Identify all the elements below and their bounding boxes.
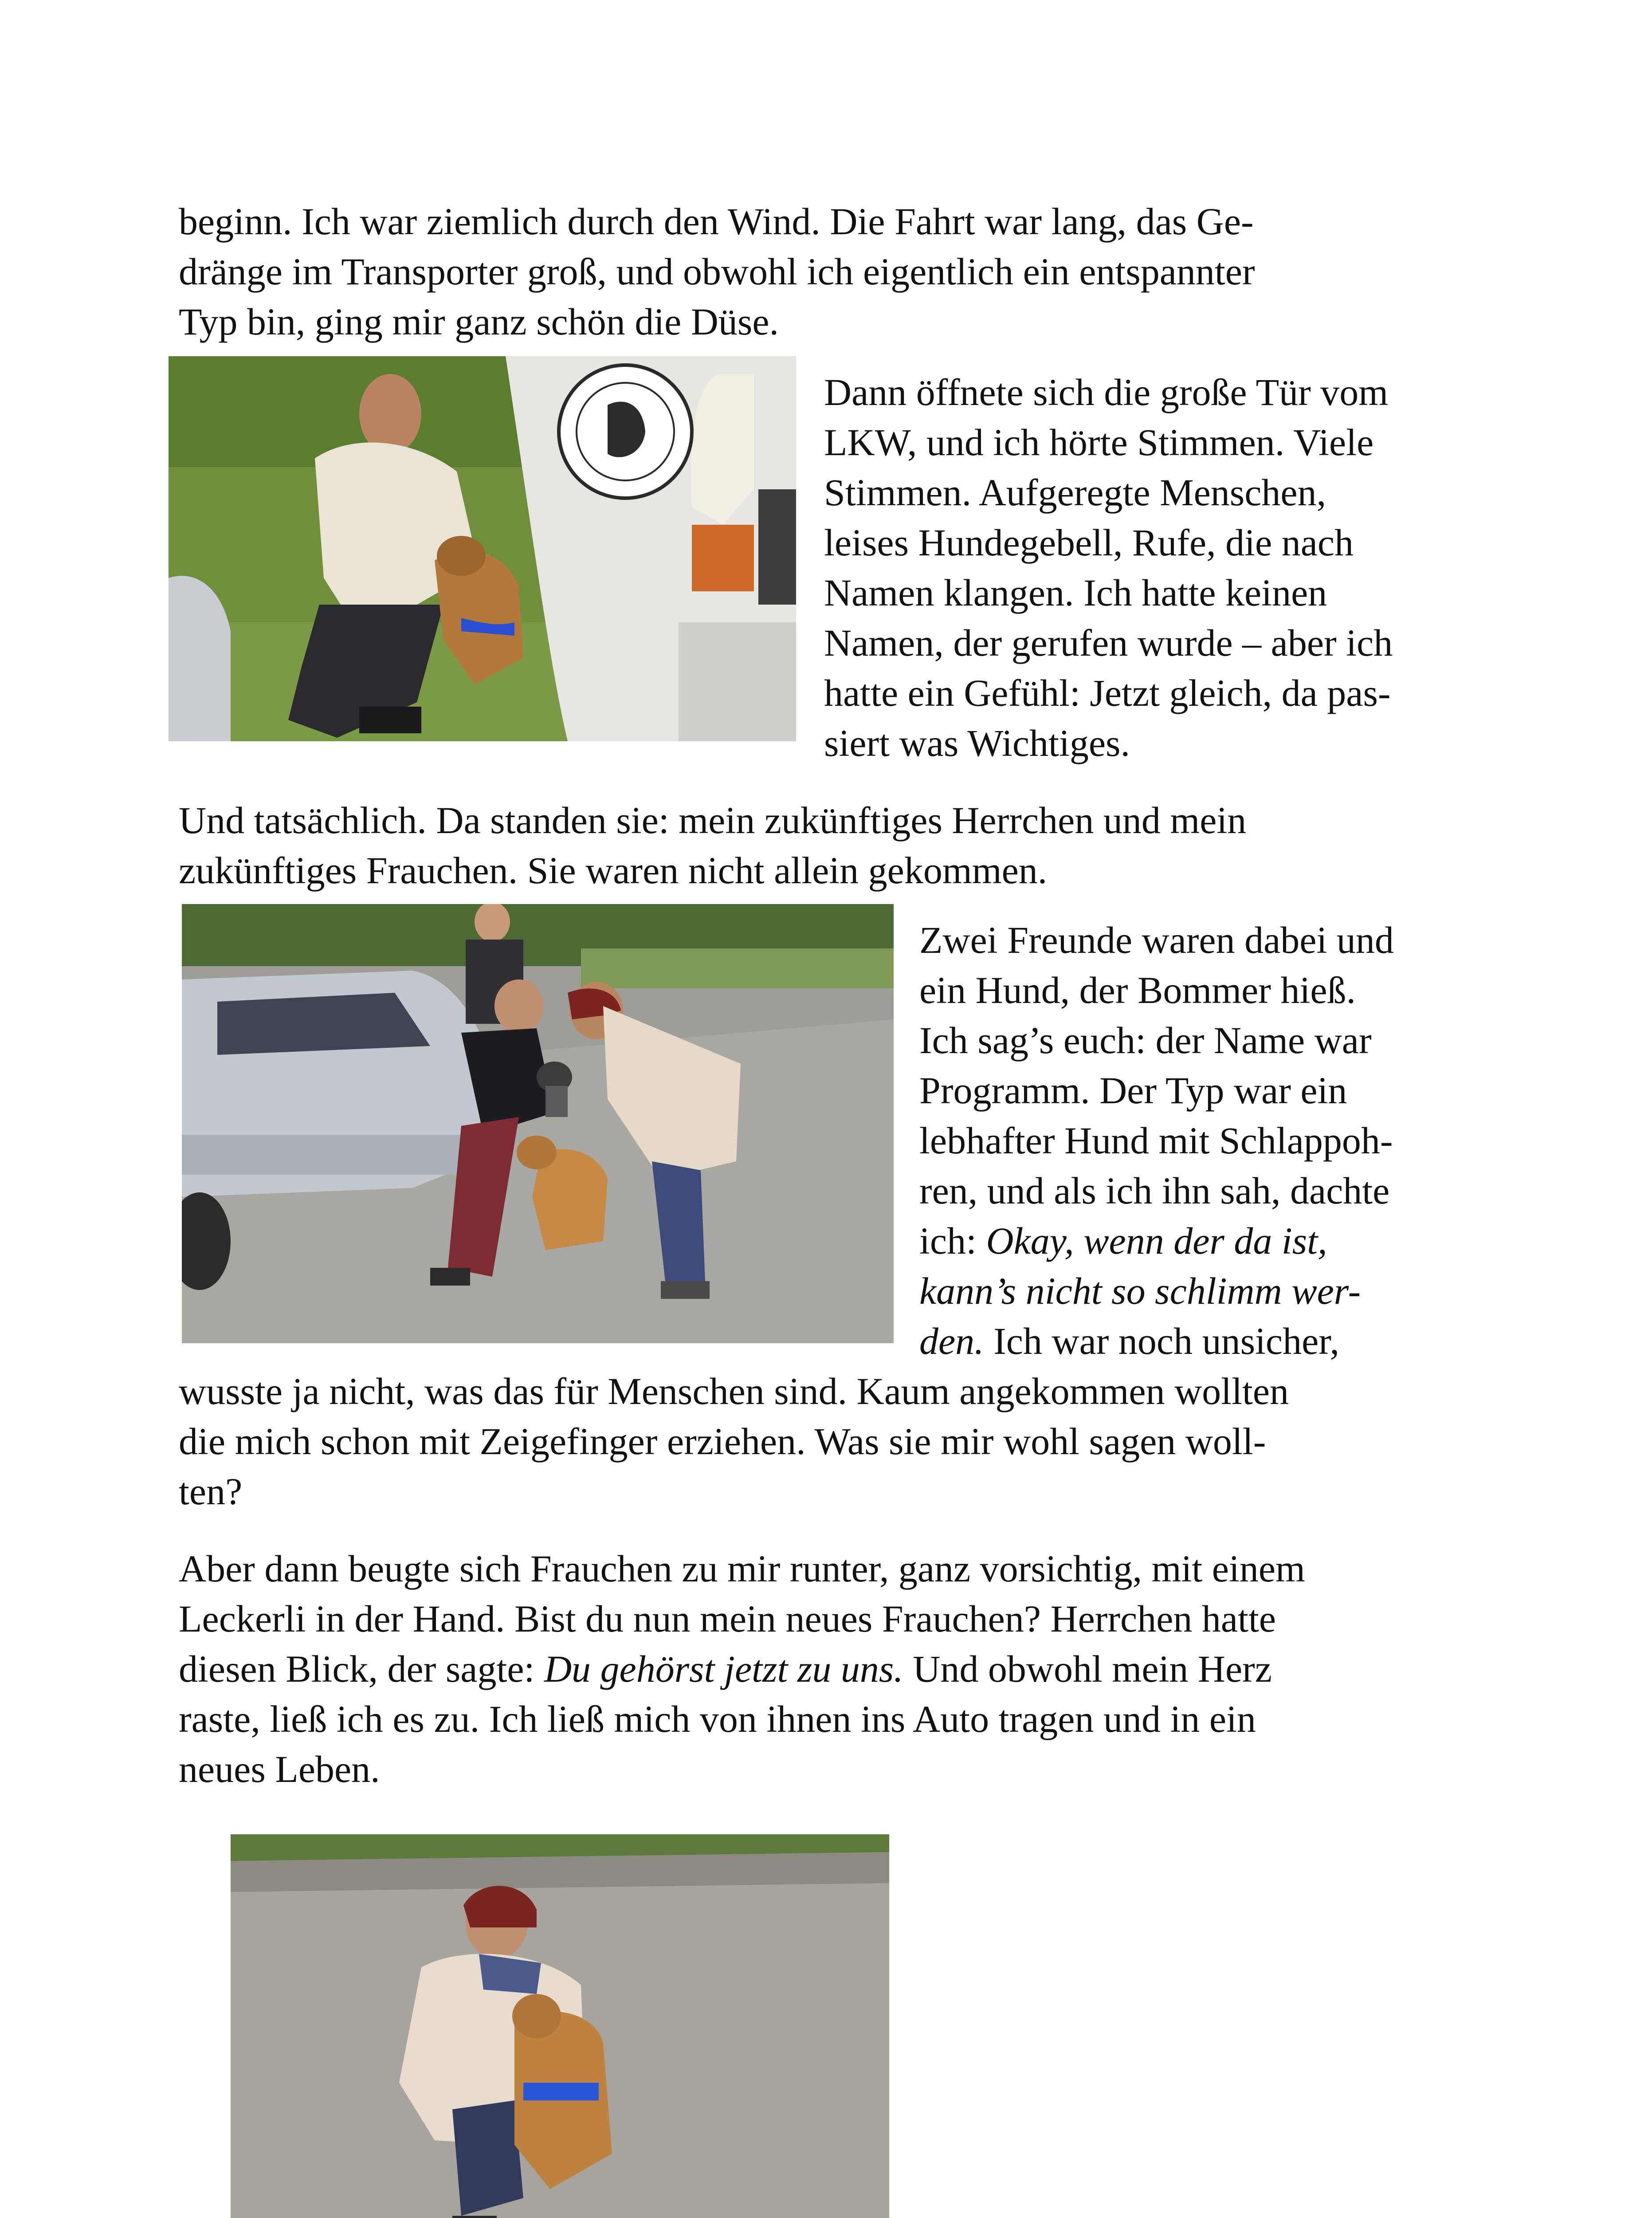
italic-thought: Okay, wenn der da ist, — [986, 1219, 1327, 1262]
paragraph-intro: beginn. Ich war ziemlich durch den Wind. Die Fahrt war lang, das Ge- dränge im Transporter groß, und obwohl ich eigentlich ein entspannter Typ bin, ging mir ganz schön die Düse. — [179, 200, 1255, 343]
italic-thought: Du gehörst jetzt zu uns. — [544, 1648, 903, 1690]
paragraph-lkw: Dann öffnete sich die große Tür vom LKW, und ich hörte Stimmen. Viele Stimmen. Aufgeregte Menschen, leises Hundegebell, Rufe, die nach Namen klangen. Ich hatte keinen Namen, der gerufen wurde – aber ich hatte ein Gefühl: Jetzt gleich, da pas- siert was Wichtiges. — [824, 371, 1393, 764]
paragraph-frauchen: Aber dann beugte sich Frauchen zu mir runter, ganz vorsichtig, mit einem Leckerli in der Hand. Bist du nun mein neues Frauchen? Herrchen hatte diesen Blick, der sagte: Du gehörst jetzt zu uns. Und obwohl mein Herz raste, ließ ich es zu. Ich ließ mich von ihnen ins Auto tragen und in ein neues Leben. — [179, 1547, 1305, 1790]
photo-people-with-dogs-at-car — [182, 904, 894, 1343]
paragraph-arrival: Und tatsächlich. Da standen sie: mein zukünftiges Herrchen und mein zukünftiges Frauchen. Sie waren nicht allein gekommen. — [179, 799, 1247, 892]
paragraph-friends: Zwei Freunde waren dabei und ein Hund, der Bommer hieß. Ich sag’s euch: der Name war Programm. Der Typ war ein lebhafter Hund mit Schlappoh- ren, und als ich ihn sah, dachte ich: Okay, wenn der da ist, kann’s nicht so schlimm wer- den. Ich war noch unsicher, — [919, 919, 1394, 1362]
paragraph-friends-continued: wusste ja nicht, was das für Menschen sind. Kaum angekommen wollten die mich schon mit Zeigefinger erziehen. Was sie mir wohl sagen woll- ten? — [179, 1370, 1289, 1513]
photo-woman-crouching-with-dog — [231, 1834, 889, 2218]
photo-man-with-dog-at-van — [169, 356, 796, 741]
italic-thought: kann’s nicht so schlimm wer- — [919, 1270, 1361, 1312]
italic-thought: den. — [919, 1320, 984, 1362]
